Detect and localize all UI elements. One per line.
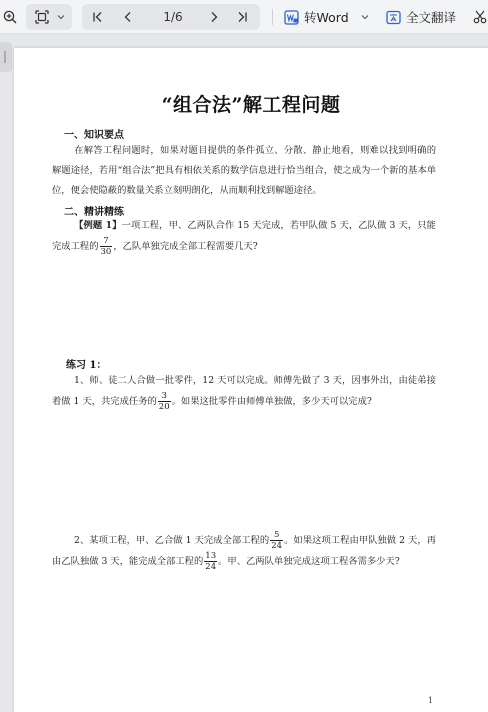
scissors-icon [473,10,487,24]
example-label: 【例题 1】 [74,220,122,231]
last-page-icon [236,11,248,23]
knowledge-text: 在解答工程问题时，如果对题目提供的条件孤立、分散、静止地看，则难以找到明确的解题途径，若用“组合法”把具有相依关系的数学信息进行恰当组合，使之成为一个新的基本单位，便会使隐蔽的数量关系立刻明朗化，从而顺利找到解题途径。 [52,145,436,196]
chevron-down-icon [57,14,65,20]
first-page-icon [92,11,104,23]
fit-page-button[interactable] [30,0,54,34]
document-page [14,48,488,712]
section-heading-practice: 二、精讲精练 [64,207,124,218]
fit-dropdown-button[interactable] [54,0,68,34]
example-fraction [100,236,113,257]
page-title: “组合法”解工程问题 [161,94,341,116]
prev-page-button[interactable] [118,0,138,34]
full-translate-button[interactable] [386,0,468,34]
fraction-numerator: 3 [158,391,171,402]
fraction-numerator: 5 [270,530,283,541]
zoom-in-button[interactable] [0,0,20,34]
chevron-left-icon [122,11,134,23]
fraction-denominator: 30 [100,247,112,257]
example-1-paragraph [52,216,436,257]
to-word-dropdown-button[interactable] [358,0,372,34]
word-doc-icon [284,10,299,25]
q1-text-a: 1、师、徒二人合做一批零件，12 天可以完成。师傅先做了 3 天，因事外出，由徒弟接着做 1 天，共完成任务的 [52,375,436,407]
to-word-button[interactable] [284,0,354,34]
zoom-in-icon [3,10,17,24]
crop-tool-button[interactable] [472,0,488,34]
page-number: 1 [428,696,434,705]
knowledge-paragraph [52,141,436,201]
top-toolbar [0,0,488,34]
q2-text-a: 2、某项工程，甲、乙合做 1 天完成全部工程的 [74,535,270,546]
translate-icon [386,10,401,25]
fraction-denominator: 24 [205,562,217,572]
q2-text-c: 。甲、乙两队单独完成这项工程各需多少天? [218,556,400,567]
fraction-numerator: 7 [100,236,113,247]
chevron-right-icon [208,11,220,23]
fraction-denominator: 24 [271,541,283,551]
fraction-denominator: 20 [158,402,170,412]
q1-text-b: 。如果这批零件由师傅单独做，多少天可以完成? [171,396,372,407]
q2-text-b: 。如果这项工程由甲队独做 2 天，再由乙队独做 3 天，能完成全部工程的 [52,535,436,567]
fraction-numerator: 13 [205,551,217,561]
q2-fraction-1 [270,530,283,551]
q1-fraction [158,391,171,412]
q2-fraction-2 [204,551,217,572]
practice-heading: 练习 1： [66,360,107,371]
chevron-down-icon [361,14,369,20]
page-indicator[interactable]: 1/6 [163,10,183,24]
last-page-button[interactable] [232,0,252,34]
question-2-paragraph [52,530,436,572]
example-text-a: 一项工程，甲、乙两队合作 15 天完成，若甲队做 5 天，乙队做 3 天，只能完成工程的 [52,220,436,252]
fit-page-icon [35,10,49,24]
toolbar-separator [272,9,273,25]
sidebar-toggle-tab[interactable] [0,42,12,72]
first-page-button[interactable] [88,0,108,34]
question-1-paragraph [52,371,436,412]
example-text-b: ，乙队单独完成全部工程需要几天? [113,241,258,252]
next-page-button[interactable] [204,0,224,34]
section-heading-knowledge: 一、知识要点 [64,130,124,141]
full-translate-label: 全文翻译 [406,10,457,25]
to-word-label: 转Word [304,10,349,25]
